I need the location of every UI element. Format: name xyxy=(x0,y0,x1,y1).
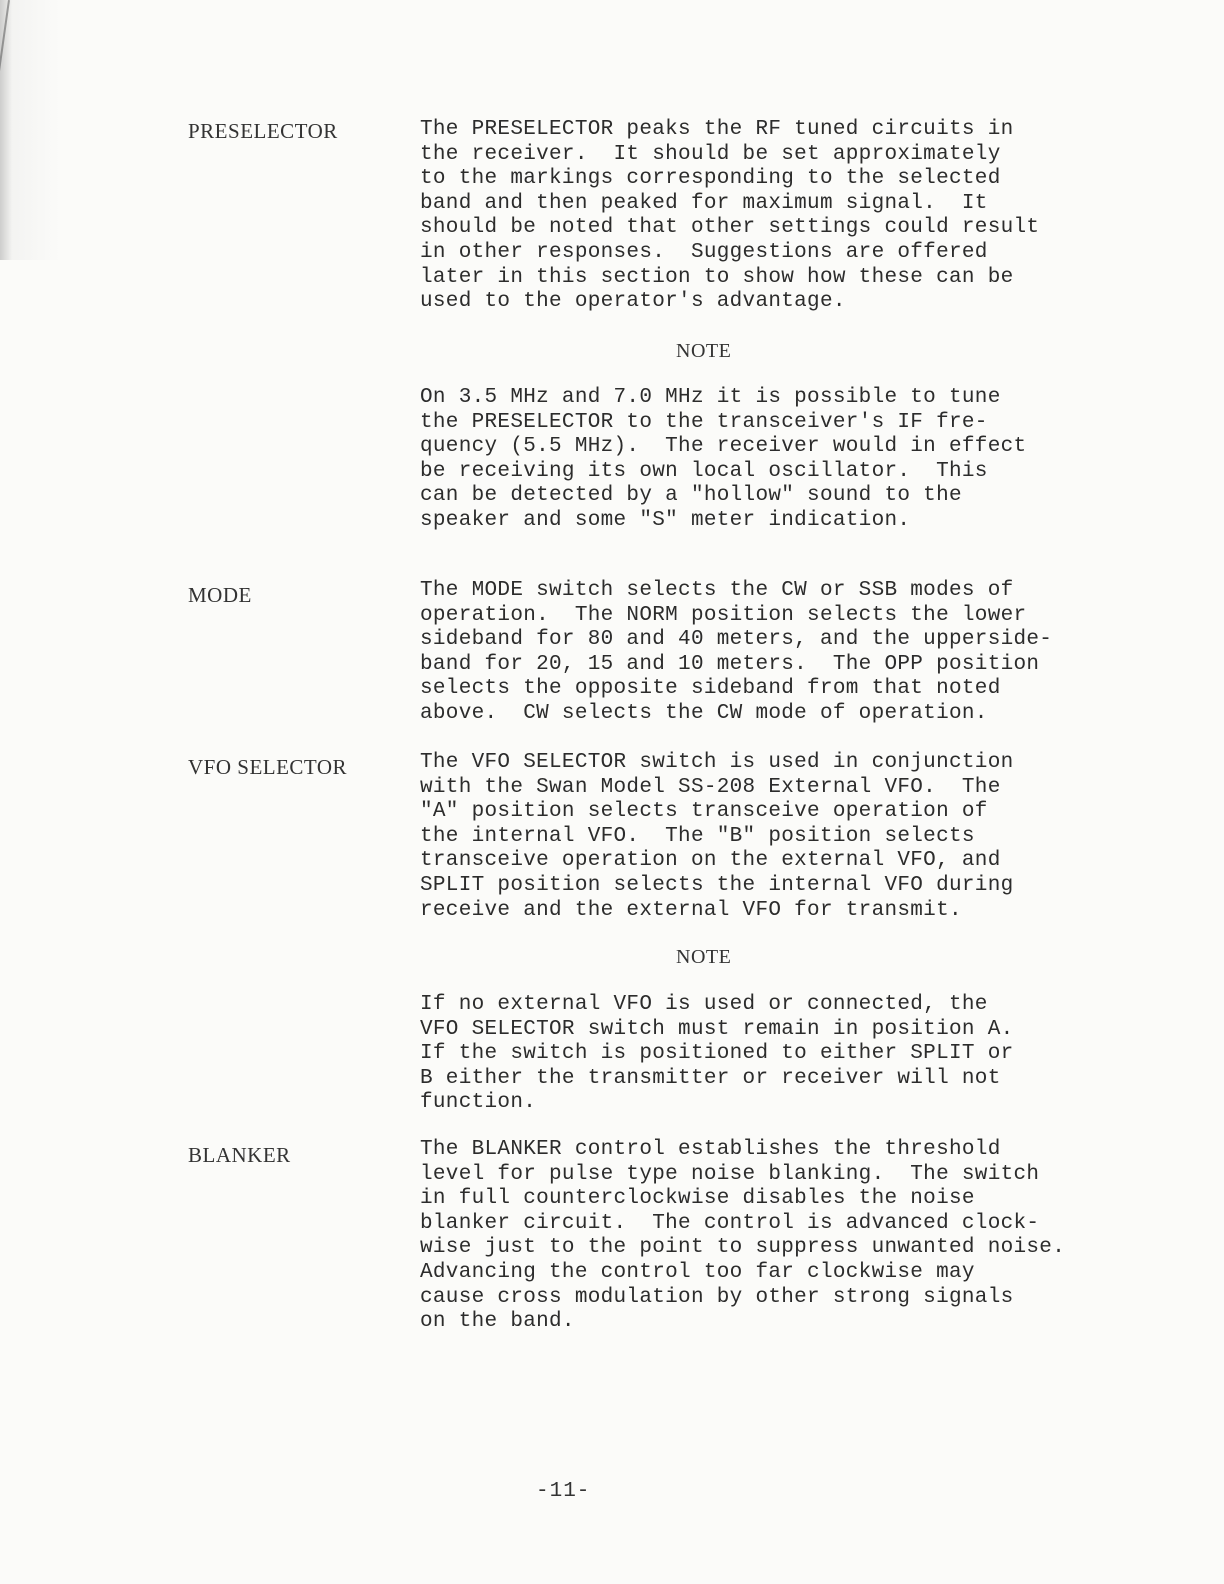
section-label-preselector: PRESELECTOR xyxy=(188,119,338,143)
section-label-mode: MODE xyxy=(188,583,252,607)
note-heading-vfo-selector: NOTE xyxy=(676,946,732,968)
page-number: -11- xyxy=(536,1480,591,1503)
note-heading-preselector: NOTE xyxy=(676,340,732,362)
scan-edge-shadow xyxy=(0,0,60,260)
section-text-vfo-selector: The VFO SELECTOR switch is used in conjunction with the Swan Model SS-208 External VFO. The "A" position selects transceive operation of the internal VFO. The "B" position selects transceive operation on the external VFO, and SPLIT position selects the internal VFO during receive and the external VFO for transmit. xyxy=(420,751,1014,922)
section-label-vfo-selector: VFO SELECTOR xyxy=(188,755,348,779)
note-text-preselector: On 3.5 MHz and 7.0 MHz it is possible to tune the PRESELECTOR to the transceiver's IF fre- quency (5.5 MHz). The receiver would in effect be receiving its own local oscillator. This can be detected by a "hollow" sound to the speaker and some "S" meter indication. xyxy=(420,386,1027,532)
note-text-vfo-selector: If no external VFO is used or connected, the VFO SELECTOR switch must remain in position A. If the switch is positioned to either SPLIT or B either the transmitter or receiver will not function. xyxy=(420,993,1014,1115)
section-text-blanker: The BLANKER control establishes the threshold level for pulse type noise blanking. The switch in full counterclockwise disables the noise blanker circuit. The control is advanced clock- wise just to the point to suppress unwanted noise. Advancing the control too far clockwise may cause cross modulation by other strong signals on the band. xyxy=(420,1138,1066,1334)
section-label-blanker: BLANKER xyxy=(188,1143,291,1167)
section-text-preselector: The PRESELECTOR peaks the RF tuned circuits in the receiver. It should be set approximately to the markings corresponding to the selected band and then peaked for maximum signal. It should be noted that other settings could result in other responses. Suggestions are offered later in this section to show how these can be used to the operator's advantage. xyxy=(420,118,1040,314)
section-text-mode: The MODE switch selects the CW or SSB modes of operation. The NORM position selects the lower sideband for 80 and 40 meters, and the upperside- band for 20, 15 and 10 meters. The OPP position selects the opposite sideband from that noted above. CW selects the CW mode of operation. xyxy=(420,579,1053,725)
